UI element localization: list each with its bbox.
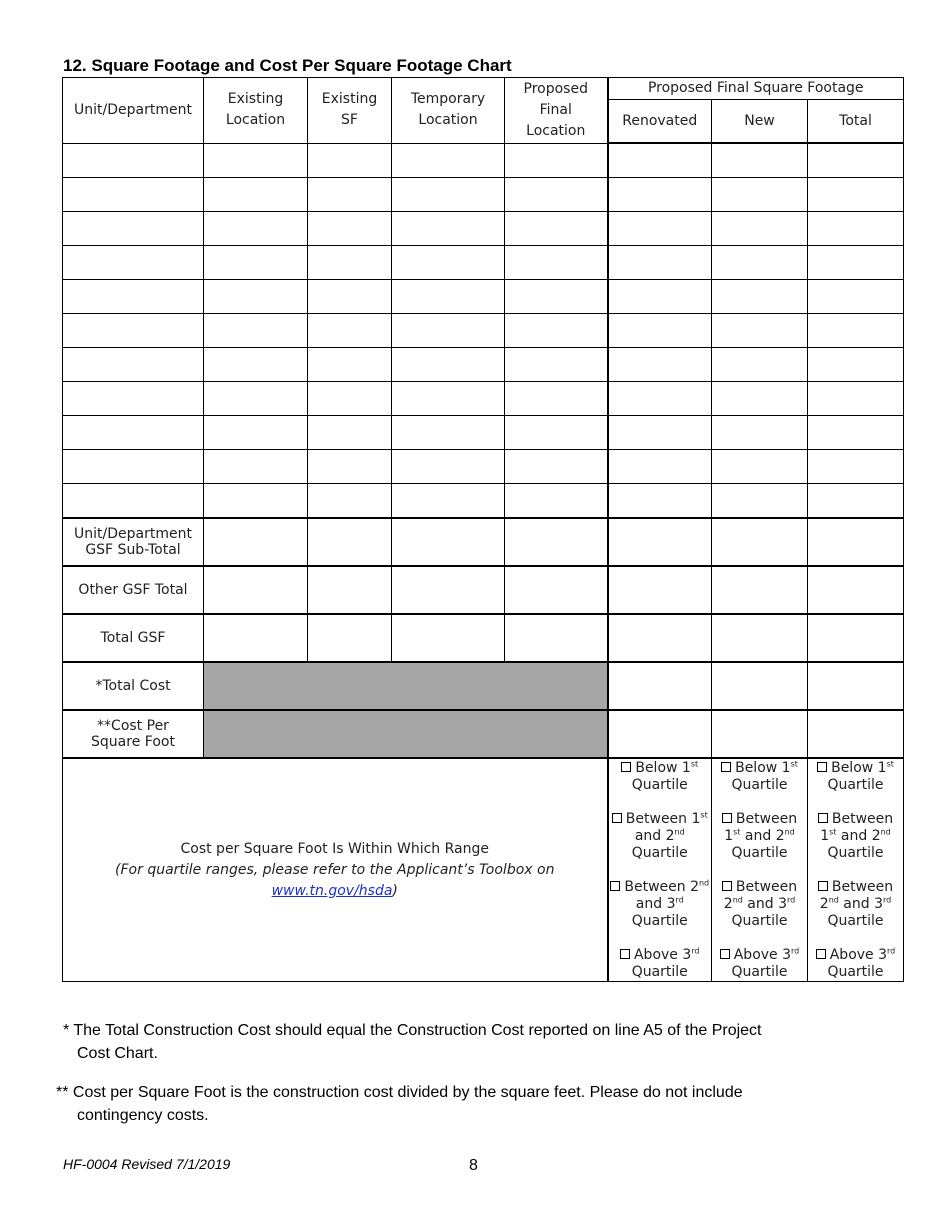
checkbox-icon: [818, 813, 828, 823]
checkbox-icon: [610, 881, 620, 891]
checkbox-icon: [620, 949, 630, 959]
quartile-option-below-1st[interactable]: Below 1st Quartile: [609, 760, 712, 794]
quartile-range-row: [63, 758, 904, 982]
table-row: [63, 143, 904, 178]
checkbox-icon: [818, 881, 828, 891]
quartile-option-between-2nd-3rd[interactable]: Between 2nd and 3rd Quartile: [723, 878, 798, 929]
header-renovated: Renovated: [608, 100, 712, 144]
checkbox-icon: [612, 813, 622, 823]
total-gsf-row: [63, 614, 904, 662]
quartile-option-below-1st[interactable]: Below 1st Quartile: [712, 760, 807, 794]
quartile-option-between-2nd-3rd[interactable]: Between 2nd and 3rd Quartile: [819, 878, 894, 929]
square-footage-chart: [62, 77, 904, 982]
total-cost-row: [63, 662, 904, 710]
quartile-option-between-1st-2nd[interactable]: Between 1st and 2nd Quartile: [609, 811, 712, 862]
header-total: Total: [808, 100, 904, 144]
checkbox-icon: [720, 949, 730, 959]
shaded-cell: [204, 662, 608, 710]
quartile-option-between-1st-2nd[interactable]: Between 1st and 2nd Quartile: [712, 811, 807, 862]
table-row: [63, 178, 904, 212]
checkbox-icon: [817, 762, 827, 772]
cost-per-sf-footnote: ** Cost per Square Foot is the construction cost divided by the square feet. Please do not include contingency costs.: [56, 1084, 743, 1124]
checkbox-icon: [816, 949, 826, 959]
header-unit-department: Unit/Department: [63, 78, 204, 144]
quartile-option-between-2nd-3rd[interactable]: Between 2nd and 3rd Quartile: [609, 879, 712, 930]
other-gsf-row: [63, 566, 904, 614]
shaded-cell: [204, 710, 608, 758]
total-quartile-options: [808, 758, 904, 982]
table-row: [63, 484, 904, 519]
hsda-link[interactable]: www.tn.gov/hsda: [271, 882, 393, 899]
checkbox-icon: [722, 813, 732, 823]
quartile-option-above-3rd[interactable]: Above 3rd Quartile: [712, 947, 807, 981]
table-row: [63, 212, 904, 246]
quartile-option-above-3rd[interactable]: Above 3rd Quartile: [808, 947, 903, 981]
table-row: [63, 280, 904, 314]
table-row: [63, 450, 904, 484]
new-quartile-options: [712, 758, 808, 982]
quartile-range-label: Cost per Square Foot Is Within Which Range (For quartile ranges, please refer to the Applicant’s Toolbox on www.tn.gov/hsda): [63, 758, 608, 982]
page-number: 8: [469, 1157, 478, 1174]
checkbox-icon: [621, 762, 631, 772]
cost-per-sf-label: **Cost Per Square Foot: [63, 710, 204, 758]
header-temporary-location: Temporary Location: [392, 78, 505, 144]
quartile-option-between-1st-2nd[interactable]: Between 1st and 2nd Quartile: [808, 811, 903, 862]
quartile-option-above-3rd[interactable]: Above 3rd Quartile: [609, 947, 712, 981]
table-row: [63, 416, 904, 450]
total-cost-footnote: * The Total Construction Cost should equal the Construction Cost reported on line A5 of the Project Cost Chart.: [63, 1022, 762, 1062]
header-existing-sf: Existing SF: [308, 78, 392, 144]
table-row: [63, 382, 904, 416]
revision-label: HF-0004 Revised 7/1/2019: [63, 1156, 231, 1172]
cost-per-sf-row: [63, 710, 904, 758]
subtotal-row: [63, 518, 904, 566]
subtotal-label: Unit/Department GSF Sub-Total: [63, 518, 204, 566]
header-proposed-final-square-footage: Proposed Final Square Footage: [608, 78, 904, 100]
checkbox-icon: [722, 881, 732, 891]
header-proposed-final-location: Proposed Final Location: [505, 78, 608, 144]
total-gsf-label: Total GSF: [63, 614, 204, 662]
table-row: [63, 246, 904, 280]
header-new: New: [712, 100, 808, 144]
other-gsf-label: Other GSF Total: [63, 566, 204, 614]
table-row: [63, 314, 904, 348]
checkbox-icon: [721, 762, 731, 772]
page-title: 12. Square Footage and Cost Per Square Footage Chart: [63, 56, 512, 75]
table-row: [63, 348, 904, 382]
renovated-quartile-options: [608, 758, 712, 982]
header-existing-location: Existing Location: [204, 78, 308, 144]
quartile-option-below-1st[interactable]: Below 1st Quartile: [808, 760, 903, 794]
total-cost-label: *Total Cost: [63, 662, 204, 710]
